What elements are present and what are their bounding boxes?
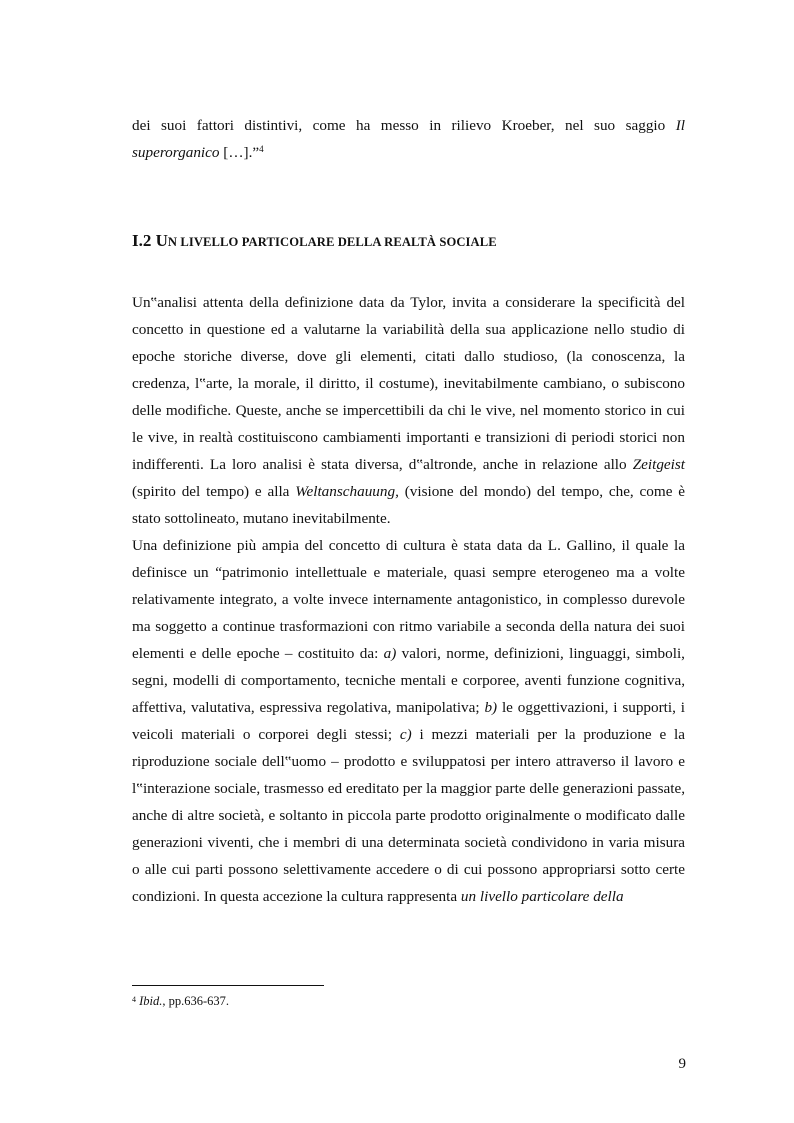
section-heading	[132, 230, 685, 253]
text-run: le oggettivazioni, i supporti, i veicoli materiali o corporei degli stessi;	[132, 699, 685, 743]
italic-marker: a)	[383, 645, 397, 662]
book-title-italic: Il superorganico	[132, 117, 685, 161]
italic-term: Weltanschauung,	[295, 483, 399, 500]
text-run: […].”	[219, 144, 260, 161]
text-run: Una definizione più ampia del concetto di cultura è stata data da L. Gallino, il quale la definisce un “patrimonio intellettuale e materiale, quasi sempre eterogeneo ma a volte relativamente integrato, a volte invece internamente antagonistico, in complesso durevole ma soggetto a continue trasformazioni con ritmo variabile a seconda della natura dei suoi elementi e delle epoche – costituito da:	[132, 537, 685, 662]
section-number: I.2	[132, 231, 156, 250]
italic-marker: b)	[484, 699, 498, 716]
section-title-rest: N LIVELLO PARTICOLARE DELLA REALTÀ SOCIALE	[167, 235, 497, 249]
italic-phrase: un livello particolare della	[460, 888, 624, 905]
footnote-separator	[132, 985, 324, 986]
page-body	[132, 110, 685, 910]
text-run: i mezzi materiali per la produzione e la riproduzione sociale dell‟uomo – prodotto e sviluppatosi per intero attraverso il lavoro e l‟interazione sociale, trasmesso ed ereditato per la maggior parte delle generazioni passate, anche di altre società, e soltanto in piccola parte prodotto originalmente o modificato dalle generazioni viventi, che i membri di una determinata società condividono in varia misura o alle cui parti possono selettivamente accedere o di cui possono appropriarsi sotto certe condizioni. In questa accezione la cultura rappresenta	[132, 726, 685, 905]
footnote-text: , pp.636-637.	[162, 994, 230, 1008]
footnote-ref: 4	[259, 144, 264, 154]
text-run: (spirito del tempo) e alla	[132, 483, 296, 500]
paragraph-2	[132, 532, 685, 910]
continuation-paragraph	[132, 112, 685, 166]
text-run: dei suoi fattori distintivi, come ha messo in rilievo Kroeber, nel suo saggio	[132, 117, 676, 134]
paragraph-1	[132, 289, 685, 532]
section-title-initial: U	[155, 231, 168, 250]
footnote-italic: Ibid.	[139, 994, 163, 1008]
text-run: valori, norme, definizioni, linguaggi, simboli, segni, modelli di comportamento, tecniche mentali e corporee, aventi funzione cognitiva, affettiva, valutativa, espressiva regolativa, manipolativa;	[132, 645, 685, 716]
footnote	[132, 993, 229, 1009]
italic-marker: c)	[399, 726, 412, 743]
footnote-number: 4	[132, 995, 136, 1004]
text-run: (visione del mondo) del tempo, che, come è stato sottolineato, mutano inevitabilmente.	[132, 483, 686, 527]
page-number: 9	[678, 1056, 686, 1072]
italic-term: Zeitgeist	[632, 456, 685, 473]
text-run: Un‟analisi attenta della definizione data da Tylor, invita a considerare la specificità del concetto in questione ed a valutarne la variabilità della sua applicazione nello studio di epoche storiche diverse, dove gli elementi, citati dallo studioso, (la conoscenza, la credenza, l‟arte, la morale, il diritto, il costume), inevitabilmente cambiano, o subiscono delle modifiche. Queste, anche se impercettibili da chi le vive, nel momento storico in cui le vive, in realtà costituiscono cambiamenti importanti e transizioni di periodi storici non indifferenti. La loro analisi è stata diversa, d‟altronde, anche in relazione allo	[132, 294, 685, 473]
